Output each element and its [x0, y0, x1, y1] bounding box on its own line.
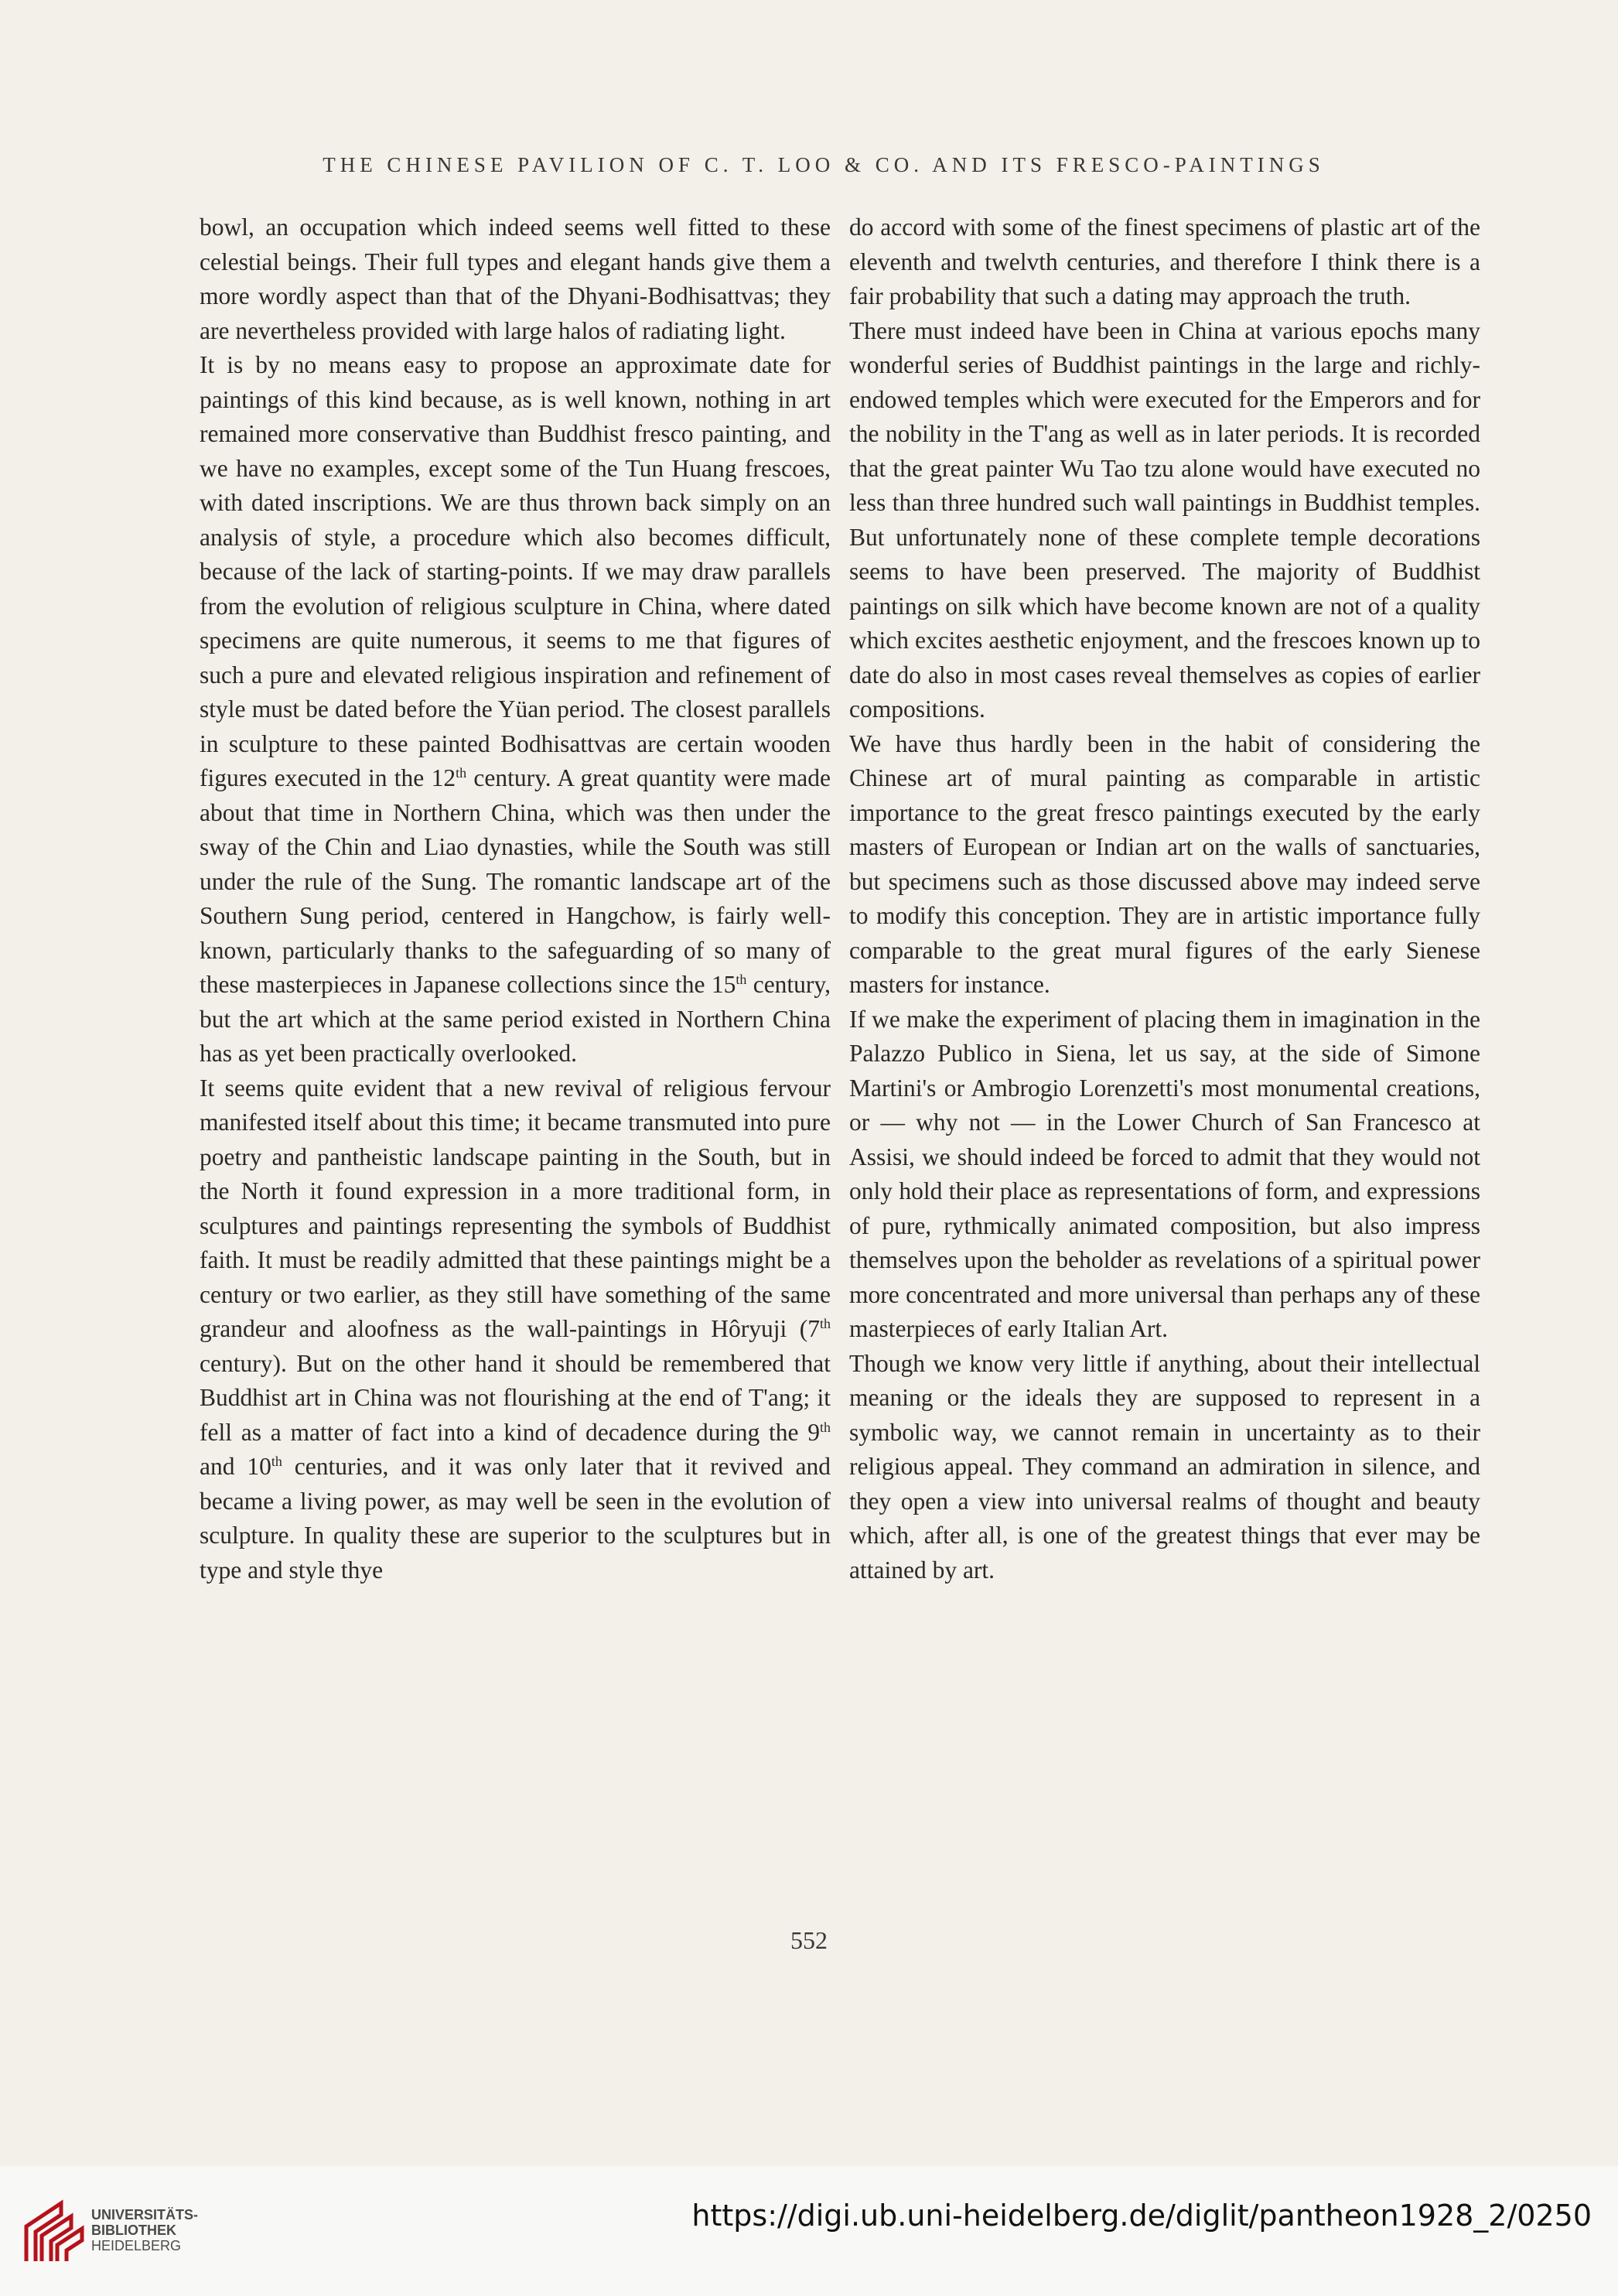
source-url-link[interactable]: https://digi.ub.uni-heidelberg.de/diglit/pantheon1928_2/0250 — [691, 2199, 1592, 2233]
paragraph: Though we know very little if anything, about their intellectual meaning or the ideals they are supposed to represent in a symbolic way, we cannot remain in uncertainty as to their religious appeal. They command an admiration in silence, and they open a view into universal realms of thought and beauty which, after all, is one of the greatest things that ever may be attained by art. — [849, 1349, 1480, 1584]
left-column — [200, 210, 831, 1587]
ordinal-suffix: th — [819, 1316, 831, 1331]
paragraph: do accord with some of the finest specimens of plastic art of the eleventh and twelvth centuries, and therefore I think there is a fair probability that such a dating may approach the truth. — [849, 214, 1480, 309]
paragraph: We have thus hardly been in the habit of considering the Chinese art of mural painting as comparable in artistic importance to the great fresco paintings executed by the early masters of European or Indian art on the walls of sanctuaries, but specimens such as those discussed above may indeed serve to modify this conception. They are in artistic importance fully comparable to the great mural figures of the early Sienese masters for instance. — [849, 729, 1480, 998]
paragraph: It is by no means easy to propose an approximate date for paintings of this kind because, as is well known, nothing in art remained more conservative than Buddhist fresco painting, and we have no examples, except some of the Tun Huang frescoes, with dated inscriptions. We are thus thrown back simply on an analysis of style, a procedure which also becomes difficult, because of the lack of starting-points. If we may draw parallels from the evolution of religious sculpture in China, where dated specimens are quite numerous, it seems to me that figures of such a pure and elevated religious inspiration and refinement of style must be dated before the Yüan period. The closest parallels in sculpture to these painted Bodhisattvas are certain wooden figures executed in the 12th century. A great quantity were made about that time in Northern China, which was then under the sway of the Chin and Liao dynasties, while the South was still under the rule of the Sung. The romantic landscape art of the Southern Sung period, centered in Hangchow, is fairly well-known, particularly thanks to the safeguarding of so many of these masterpieces in Japanese collections since the 15th century, but the art which at the same period existed in Northern China has as yet been practically overlooked. — [200, 351, 831, 1067]
library-name-line: HEIDELBERG — [91, 2238, 182, 2253]
paragraph: There must indeed have been in China at various epochs many wonderful series of Buddhist paintings in the large and richly-endowed temples which were executed for the Emperors and for the nobility in the T'ang as well as in later periods. It is recorded that the great painter Wu Tao tzu alone would have executed no less than three hundred such wall paintings in Buddhist temples. But unfortunately none of these complete temple decorations seems to have been preserved. The majority of Buddhist paintings on silk which have become known are not of a quality which excites aesthetic enjoyment, and the frescoes known up to date do also in most cases reveal themselves as copies of earlier compositions. — [849, 316, 1480, 723]
right-column — [849, 210, 1480, 1587]
page-number: 552 — [790, 1926, 828, 1954]
paragraph: It seems quite evident that a new revival of religious fervour manifested itself about this time; it became transmuted into pure poetry and pantheistic landscape painting in the South, but in the North it found expression in a more traditional form, in sculptures and paintings representing the symbols of Buddhist faith. It must be readily admitted that these paintings might be a century or two earlier, as they still have something of the same grandeur and aloofness as the wall-paintings in Hôryuji (7th century). But on the other hand it should be remembered that Buddhist art in China was not flourishing at the end of T'ang; it fell as a matter of fact into a kind of decadence during the 9th and 10th centuries, and it was only later that it revived and became a living power, as may well be seen in the evolution of sculpture. In quality these are superior to the sculptures but in type and style thye — [200, 1074, 831, 1584]
ordinal-suffix: th — [271, 1454, 282, 1469]
running-header: THE CHINESE PAVILION OF C. T. LOO & CO. AND ITS FRESCO-PAINTINGS — [323, 153, 1325, 176]
paragraph: bowl, an occupation which indeed seems well fitted to these celestial beings. Their full types and elegant hands give them a more wordly aspect than that of the Dhyani-Bodhisattvas; they are nevertheless provided with large halos of radiating light. — [200, 214, 831, 344]
ordinal-suffix: th — [736, 972, 747, 987]
library-name-line: UNIVERSITÄTS- — [91, 2207, 199, 2223]
ordinal-suffix: th — [819, 1419, 831, 1435]
ordinal-suffix: th — [456, 765, 467, 781]
library-name — [91, 2207, 198, 2253]
library-name-line: BIBLIOTHEK — [91, 2223, 176, 2238]
ub-heidelberg-logo-icon — [19, 2188, 96, 2273]
paragraph: If we make the experiment of placing them in imagination in the Palazzo Publico in Siena, let us say, at the side of Simone Martini's or Ambrogio Lorenzetti's most monumental creations, or — why not — in the Lower Church of San Francesco at Assisi, we should indeed be forced to admit that they would not only hold their place as representations of form, and expressions of pure, rythmically animated composition, but also impress themselves upon the beholder as revelations of a spiritual power more concentrated and more universal than perhaps any of these masterpieces of early Italian Art. — [849, 1005, 1480, 1342]
